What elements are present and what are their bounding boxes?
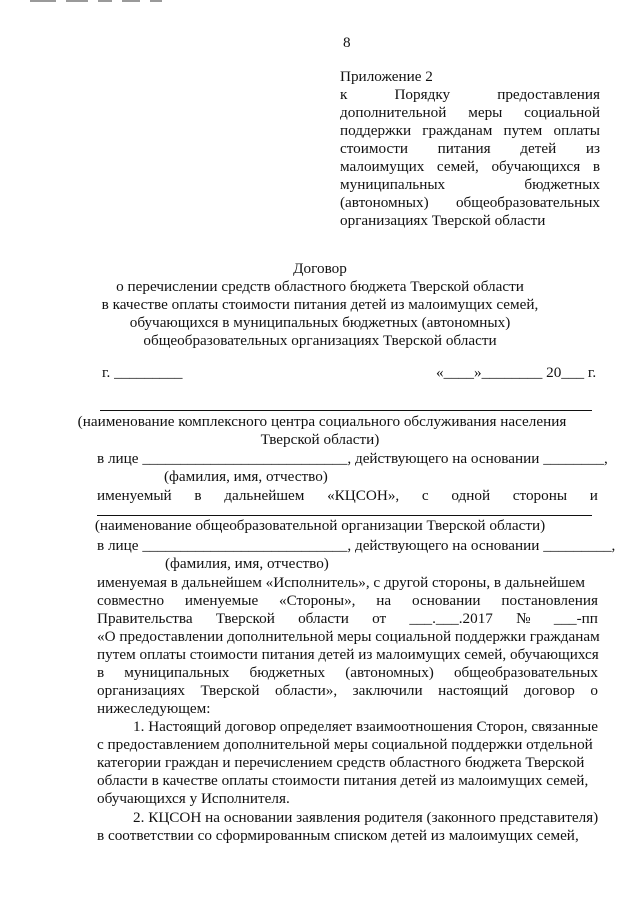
contract-subtitle-line: в качестве оплаты стоимости питания детей из малоимущих семей, — [101, 296, 539, 313]
word: одной — [451, 487, 491, 504]
contract-subtitle-line: общеобразовательных организациях Тверской области — [143, 332, 497, 349]
place-field: г. _________ — [102, 364, 183, 381]
word: именуемые — [184, 592, 259, 609]
word: ___.___.2017 — [409, 610, 493, 627]
word: семей, — [436, 158, 479, 175]
word: малоимущих — [340, 158, 425, 175]
word: организациях — [97, 682, 185, 699]
appendix-line-last: организациях Тверской области — [340, 212, 546, 229]
word: и — [589, 487, 598, 504]
word: № — [516, 610, 531, 627]
word: настоящий — [438, 682, 509, 699]
word: именуемый — [97, 487, 172, 504]
paragraph-line — [97, 664, 598, 682]
paragraph-line — [97, 592, 598, 610]
appendix-line — [340, 158, 600, 176]
word: постановления — [501, 592, 598, 609]
word: социальной — [524, 104, 600, 121]
paragraph-line — [97, 628, 598, 646]
item-1-line: с предоставлением дополнительной меры социальной поддержки отдельной — [97, 736, 593, 753]
word: бюджетных — [249, 664, 326, 681]
contract-title: Договор — [293, 260, 347, 277]
word: обучающихся — [491, 158, 581, 175]
word: меры — [468, 104, 503, 121]
contract-subtitle-line: о перечислении средств областного бюджета Тверской области — [116, 278, 524, 295]
text: «О предоставлении дополнительной меры социальной поддержки гражданам — [97, 628, 600, 645]
item-1-line: области в качестве оплаты стоимости питания детей из малоимущих семей, — [97, 772, 589, 789]
word: бюджетных — [524, 176, 600, 193]
appendix-line — [340, 194, 600, 212]
csson-caption: (наименование комплексного центра социального обслуживания населения — [77, 413, 567, 430]
word: питания — [437, 140, 491, 157]
word: муниципальных — [340, 176, 446, 193]
scan-artifacts — [0, 0, 640, 3]
word: Тверской — [215, 610, 275, 627]
word: из — [585, 140, 600, 157]
named-line — [97, 487, 598, 505]
word: предоставления — [497, 86, 600, 103]
paragraph-line — [97, 682, 598, 700]
word: области», — [274, 682, 338, 699]
word: в — [194, 487, 202, 504]
org-caption: (наименование общеобразовательной организации Тверской области) — [94, 517, 546, 534]
paragraph-line — [97, 610, 598, 628]
word: заключили — [352, 682, 423, 699]
word: к — [340, 86, 348, 103]
word: основании — [411, 592, 481, 609]
word: детей — [520, 140, 557, 157]
fio-caption: (фамилия, имя, отчество) — [164, 468, 328, 485]
in-person-line: в лице ___________________________, действующего на основании _________, — [97, 537, 616, 554]
word: гражданам — [422, 122, 493, 139]
word: области — [298, 610, 349, 627]
word: в — [592, 158, 600, 175]
word: «Стороны», — [279, 592, 356, 609]
item-2-line: 2. КЦСОН на основании заявления родителя (законного представителя) — [133, 809, 599, 826]
paragraph-line — [97, 646, 598, 664]
csson-caption: Тверской области) — [260, 431, 380, 448]
paragraph-line-last: нижеследующем: — [97, 700, 211, 717]
csson-name-line — [100, 410, 592, 411]
word: «КЦСОН», — [327, 487, 400, 504]
item-1-line: 1. Настоящий договор определяет взаимоотношения Сторон, связанные — [133, 718, 598, 735]
in-person-line: в лице ___________________________, действующего на основании ________, — [97, 450, 608, 467]
word: ___-пп — [553, 610, 598, 627]
word: на — [376, 592, 392, 609]
word: путем — [503, 122, 543, 139]
word: дополнительной — [340, 104, 447, 121]
word: стороны — [512, 487, 568, 504]
item-2-line: в соответствии со сформированным списком детей из малоимущих семей, — [97, 827, 579, 844]
fio-caption: (фамилия, имя, отчество) — [165, 555, 329, 572]
appendix-title: Приложение 2 — [340, 68, 433, 85]
appendix-line — [340, 140, 600, 158]
word: оплаты — [553, 122, 600, 139]
word: общеобразовательных — [453, 664, 598, 681]
word: Тверской — [200, 682, 260, 699]
word: от — [372, 610, 387, 627]
word: (автономных) — [345, 664, 434, 681]
item-1-line: категории граждан и перечислением средств областного бюджета Тверской — [97, 754, 585, 771]
word: муниципальных — [124, 664, 230, 681]
appendix-line — [340, 104, 600, 122]
word: с — [421, 487, 429, 504]
word: общеобразовательных — [455, 194, 600, 211]
item-1-line-last: обучающихся у Исполнителя. — [97, 790, 290, 807]
word: Порядку — [394, 86, 451, 103]
paragraph-line — [97, 574, 598, 592]
appendix-line — [340, 86, 600, 104]
org-name-line — [97, 515, 592, 516]
text: путем оплаты стоимости питания детей из малоимущих семей, обучающихся — [97, 646, 599, 663]
contract-subtitle-line: обучающихся в муниципальных бюджетных (автономных) — [129, 314, 511, 331]
word: договор — [523, 682, 575, 699]
word: дальнейшем — [224, 487, 305, 504]
word: о — [590, 682, 598, 699]
word: стоимости — [340, 140, 408, 157]
word: совместно — [97, 592, 165, 609]
word: поддержки — [340, 122, 412, 139]
word: Правительства — [97, 610, 193, 627]
appendix-line — [340, 122, 600, 140]
word: (автономных) — [340, 194, 429, 211]
page-number: 8 — [343, 34, 351, 51]
date-field: «____»________ 20___ г. — [436, 364, 597, 381]
appendix-line — [340, 176, 600, 194]
text: именуемая в дальнейшем «Исполнитель», с другой стороны, в дальнейшем — [97, 574, 586, 591]
word: в — [97, 664, 105, 681]
